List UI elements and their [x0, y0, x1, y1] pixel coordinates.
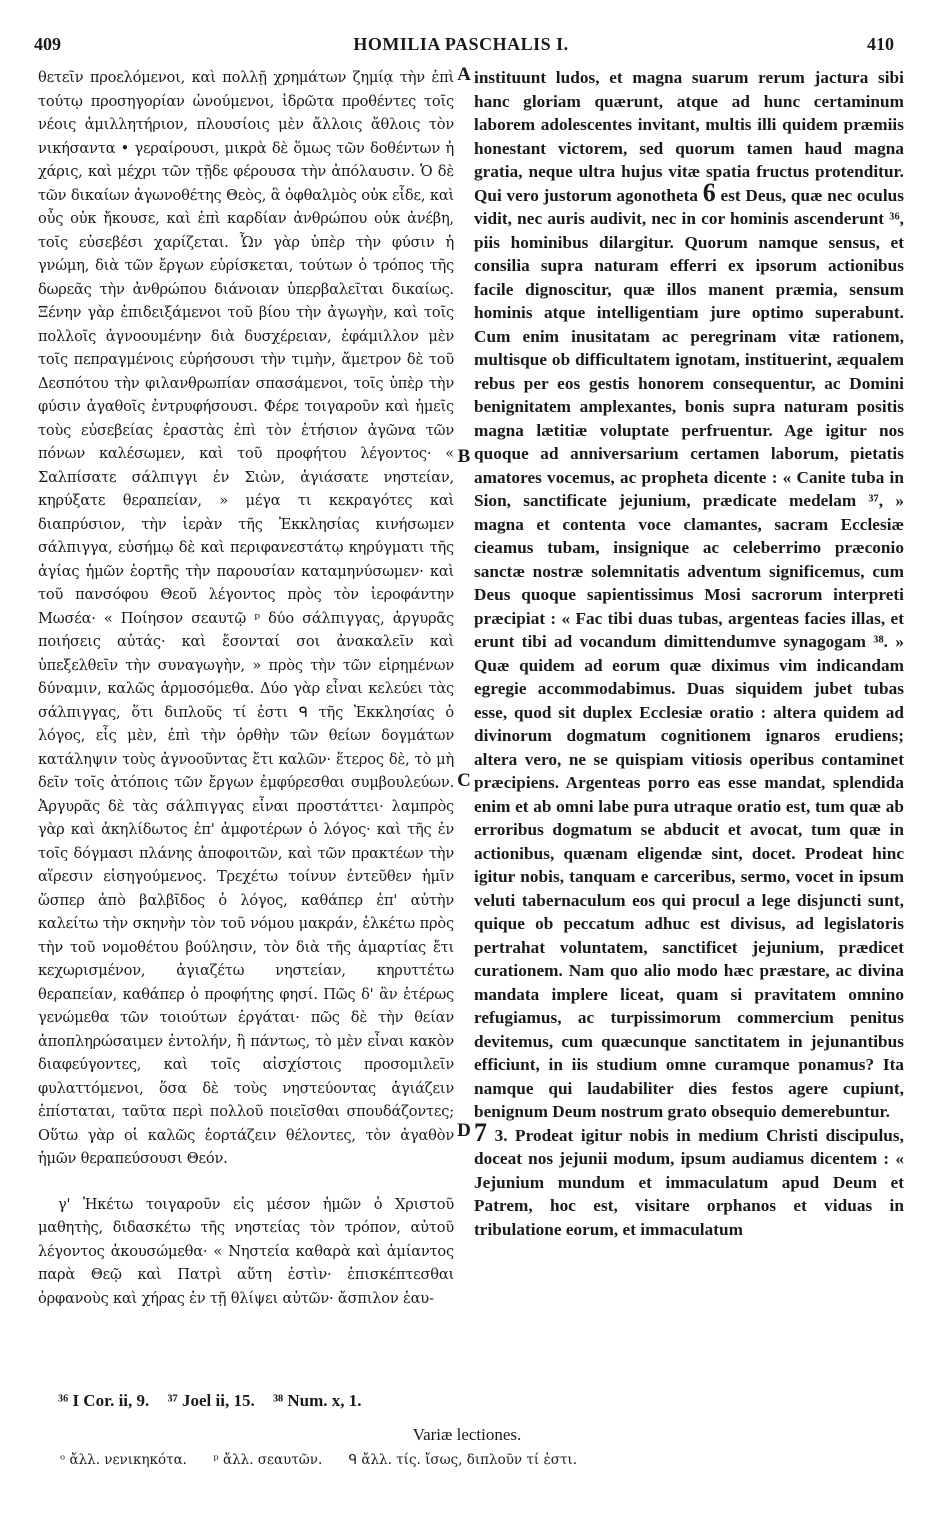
greek-column — [38, 66, 454, 1310]
variant-reading: ᵖ ἄλλ. σεαυτῶν. — [213, 1452, 323, 1468]
footnote: ³⁶ I Cor. ii, 9. — [58, 1391, 150, 1410]
footnotes — [58, 1391, 376, 1411]
margin-marker-c: C — [457, 770, 471, 791]
greek-paragraph: θετεῖν προελόμενοι, καὶ πολλῇ χρημάτων ζημίᾳ τὴν ἐπὶ τούτῳ προσηγορίαν ὠνούμενοι, ἱδρῶτα προθέντες τοῖς νέοις ἁμιλλητήριον, πλουσίοις μὲν ἄλλοις ἄθλοις τὸν νικήσαντα • γεραίρουσι, μικρὰ δὲ ὅμως τῶν δοθέντων ἡ χάρις, καὶ μέχρι τῶν τῇδε φέρουσα τὴν ἀπόλαυσιν. Ὁ δὲ τῶν δικαίων ἀγωνοθέτης Θεὸς, ἃ ὀφθαλμὸς οὐκ εἶδε, καὶ οὖς οὐκ ἤκουσε, καὶ ἐπὶ καρδίαν ἀνθρώπου οὐκ ἀνέβη, τοῖς εὐσεβέσι χαρίζεται. Ὧν γὰρ ὑπὲρ τὴν φύσιν ἡ γνώμη, διὰ τῶν ἔργων εὑρίσκεται, τούτων ὁ τρόπος τῆς δωρεᾶς τὴν ἀνθρώπου διάνοιαν ὑπερβαλεῖται δικαίως. Ξένην γὰρ ἐπιδειξάμενοι τοῦ βίου τὴν ἀγωγὴν, καὶ τοῖς πολλοῖς ἀγνοουμένην διὰ δυσχέρειαν, ἐφάμιλλον μὲν τοῖς πεπραγμένοις εὑρήσουσι τὴν τιμὴν, ἄμετρον δὲ τοῦ Δεσπότου τὴν φιλανθρωπίαν σπασάμενοι, τοῖς ὑπὲρ τὴν φύσιν ἀγαθοῖς ἐντρυφήσουσι. Φέρε τοιγαροῦν καὶ ἡμεῖς τοὺς εὐσεβείας ἐραστὰς ἐπὶ τὸν ἐτήσιον ἀγῶνα τῶν πόνων καλέσωμεν, καὶ τοῦ προφήτου λέγοντος· « Σαλπίσατε σάλπιγγι ἐν Σιὼν, ἁγιάσατε νηστείαν, κηρύξατε θεραπείαν, » μέγα τι κεκραγότες καὶ διαπρύσιον, τὴν ἱερὰν τῆς Ἐκκλησίας κινήσωμεν σάλπιγγα, εὐσήμῳ δὲ καὶ περιφανεστάτῳ κηρύγματι τῆς ἁγίας ἡμῶν ἑορτῆς τὴν παρουσίαν καταμηνύσωμεν· καὶ τοῦ πανσόφου Θεοῦ λέγοντος πρὸς τὸν ἱεροφάντην Μωσέα· « Ποίησον σεαυτῷ ᵖ δύο σάλπιγγας, ἀργυρᾶς ποιήσεις αὐτάς· καὶ ἔσονταί σοι ἀνακαλεῖν καὶ ὑπεξελθεῖν τὴν συναγωγὴν, » πρὸς τὴν τῶν εἰρημένων δύναμιν, καλῶς ἁρμοσόμεθα. Δύο γὰρ εἶναι κελεύει τὰς σάλπιγγας, ὅτι διπλοῦς τί ἐστι ᑫ τῆς Ἐκκλησίας ὁ λόγος, εἷς μὲν, ἐπὶ τὴν ὀρθὴν τῶν θείων δογμάτων κατάληψιν τοὺς ἀγνοοῦντας ἔτι καλῶν· ἕτερος δὲ, τὸ μὴ δεῖν τοῖς ἀτόποις τῶν ἔργων ἐμφύρεσθαι συμβουλεύων. Ἀργυρᾶς δὲ τὰς σάλπιγγας εἶναι προστάττει· λαμπρὸς γὰρ καὶ ἀκηλίδωτος ἐπ' ἀμφοτέρων ὁ λόγος· καὶ τῆς ἐν τοῖς δόγμασι πλάνης ἀποφοιτῶν, καὶ τῶν πρακτέων τὴν αἵρεσιν εἰσηγούμενος. Τρεχέτω τοίνυν ἐντεῦθεν ἡμῖν ὥσπερ ἀπὸ βαλβῖδος ὁ λόγος, καθάπερ ἐπ' αὐτὴν καλείτω τὴν σκηνὴν τὸν τοῦ νόμου μακράν, ἑλκέτω πρὸς τὴν τοῦ νομοθέτου βούλησιν, τὸν διὰ τῆς ἁμαρτίας ἔτι κεχωρισμένον, ἁγιαζέτω νηστείαν, κηρυττέτω θεραπείαν, καθάπερ ὁ προφήτης φησί. Πῶς δ' ἂν ἑτέρως γενώμεθα τῶν τοιούτων ἐργάται· πῶς δὲ τὴν θείαν ἀποπληρώσαιμεν ἐντολήν, ἢ πάντως, τὸ μὲν εἶναι κακὸν διαφεύγοντες, καὶ τοῖς αἰσχίστοις προσομιλεῖν φυλαττόμενοι, ὅσα δὲ τοὺς νηστεύοντας ἁγιάζειν ἐπίσταται, ταῦτα περὶ πολλοῦ ποιεῖσθαι σπουδάζοντες; Οὕτω γὰρ οἱ καλῶς ἑορτάζειν θέλοντες, τὸν ἀγαθὸν ἡμῶν θεραπεύσουσι Θεόν. — [38, 69, 454, 1167]
variae-lectiones-list — [60, 1452, 599, 1468]
page-number-left: 409 — [34, 34, 61, 54]
footnote: ³⁸ Num. x, 1. — [272, 1391, 362, 1410]
latin-paragraph — [474, 66, 904, 1124]
margin-marker-a: A — [457, 64, 471, 85]
variant-reading: ᵒ ἄλλ. νενικηκότα. — [60, 1452, 187, 1468]
page-number-right: 410 — [867, 34, 894, 54]
running-header — [28, 34, 894, 58]
section-number-7: 7 — [474, 1117, 488, 1147]
section-number-6: 6 — [702, 177, 716, 207]
latin-text-part-a: instituunt ludos, et magna suarum rerum jactura sibi hanc gloriam quærunt, atque ad hunc certaminum laborem adolescentes invitant, multis illi quidem præmiis honestant victorem, sed quorum tamen haud magna gratia, neque ultra hujus vitæ spatia fructus protenditur. Qui vero justorum agonotheta — [474, 68, 904, 205]
running-title: HOMILIA PASCHALIS I. — [353, 34, 569, 54]
greek-paragraph-section-3: γ' Ἡκέτω τοιγαροῦν εἰς μέσον ἡμῶν ὁ Χριστοῦ μαθητὴς, διδασκέτω τῆς νηστείας τὸν τρόπον, αὐτοῦ λέγοντος ἀκουσώμεθα· « Νηστεία καθαρὰ καὶ ἀμίαντος παρὰ Θεῷ καὶ Πατρὶ αὕτη ἐστὶν· ἐπισκέπτεσθαι ὀρφανοὺς καὶ χήρας ἐν τῇ θλίψει αὐτῶν· ἄσπιλον ἑαυ- — [38, 1195, 454, 1307]
latin-text-part-b: est Deus, quæ nec oculus vidit, nec auris audivit, nec in cor hominis ascenderunt ³⁶, piis hominibus dilargitur. Quorum namque sensus, et consilia supra naturam efferri ex ipsorum actionibus facile dignoscitur, quæ illos manent præmia, sensum hominis atque intelligentiam jure optimo superabunt. Cum enim inusitatam ac peregrinam vitæ rationem, multisque ob difficultatem ignotam, instituerint, æqualem rebus per eos gestis honorem consequentur, ac Domini benignitatem amplexantes, bonis supra naturam positis magna lætitiæ voluptate perfruentur. Age igitur nos quoque ad anniversarium certamen laborum, pietatis amatores vocemus, ac propheta dicente : « Canite tuba in Sion, sanctificate jejunium, prædicate medelam ³⁷, » magna et contenta voce clamantes, sacram Ecclesiæ cieamus tubam, insignique ac celeberrimo præconio sanctæ nostræ solemnitatis adventum significemus, cum Deus quoque sapientissimus Mosi sacrorum interpreti præcipiat : « Fac tibi duas tubas, argenteas facies illas, et erunt tibi ad vocandum dimittendumve synagogam ³⁸. » Quæ quidem ad eorum quæ diximus vim indicandam egregie accommodabimus. Duas siquidem jubet tubas esse, quod sit duplex Ecclesiæ oratio : altera quidem ad divinorum dogmatum cognitionem ignaros erudiens; altera vero, ne se quispiam vitiosis operibus contaminet præcipiens. Argenteas porro eas esse mandat, splendida enim et ab omni labe pura utraque oratio est, tum quæ ab erroribus dogmatum se abducit et avocat, tum quæ in actionibus, quænam eligendæ sint, docet. Prodeat hinc igitur nobis, tanquam e carceribus, sermo, vocet in ipsum veluti tabernaculum eos qui procul a lege disjuncti sunt, quique ob peccatum adhuc est divisus, ad legislatoris pertrahat voluntatem, sanctificet jejunium, prædicet curationem. Nam quo alio modo hæc præstare, ac divina mandata implere liceat, quam si pravitatem omnino refugiamus, ac turpissimorum commercium penitus devitemus, cum quæcunque sanctitatem in jejunantibus efficiunt, in iis studium omne curamque ponamus? Ita namque qui laudabiliter dies festos agere cupiunt, benignum Deum nostrum grato obsequio demerebuntur. — [474, 185, 904, 1121]
latin-section-3-text: 3. Prodeat igitur nobis in medium Christi discipulus, doceat nos jejunii modum, ipsum audiamus dicentem : « Jejunium mundum et immaculatum apud Deum et Patrem, hoc est, visitare orphanos et viduas in tribulatione eorum, et immaculatum — [474, 1125, 904, 1239]
variant-reading: ᑫ ἄλλ. τίς. ἴσως, διπλοῦν τί ἐστι. — [348, 1452, 577, 1468]
variae-lectiones-heading: Variæ lectiones. — [412, 1425, 522, 1444]
footnote: ³⁷ Joel ii, 15. — [167, 1391, 255, 1410]
latin-column — [474, 66, 904, 1241]
margin-marker-b: B — [457, 446, 471, 467]
margin-marker-d: D — [457, 1120, 471, 1141]
latin-paragraph-section-3 — [474, 1117, 904, 1242]
